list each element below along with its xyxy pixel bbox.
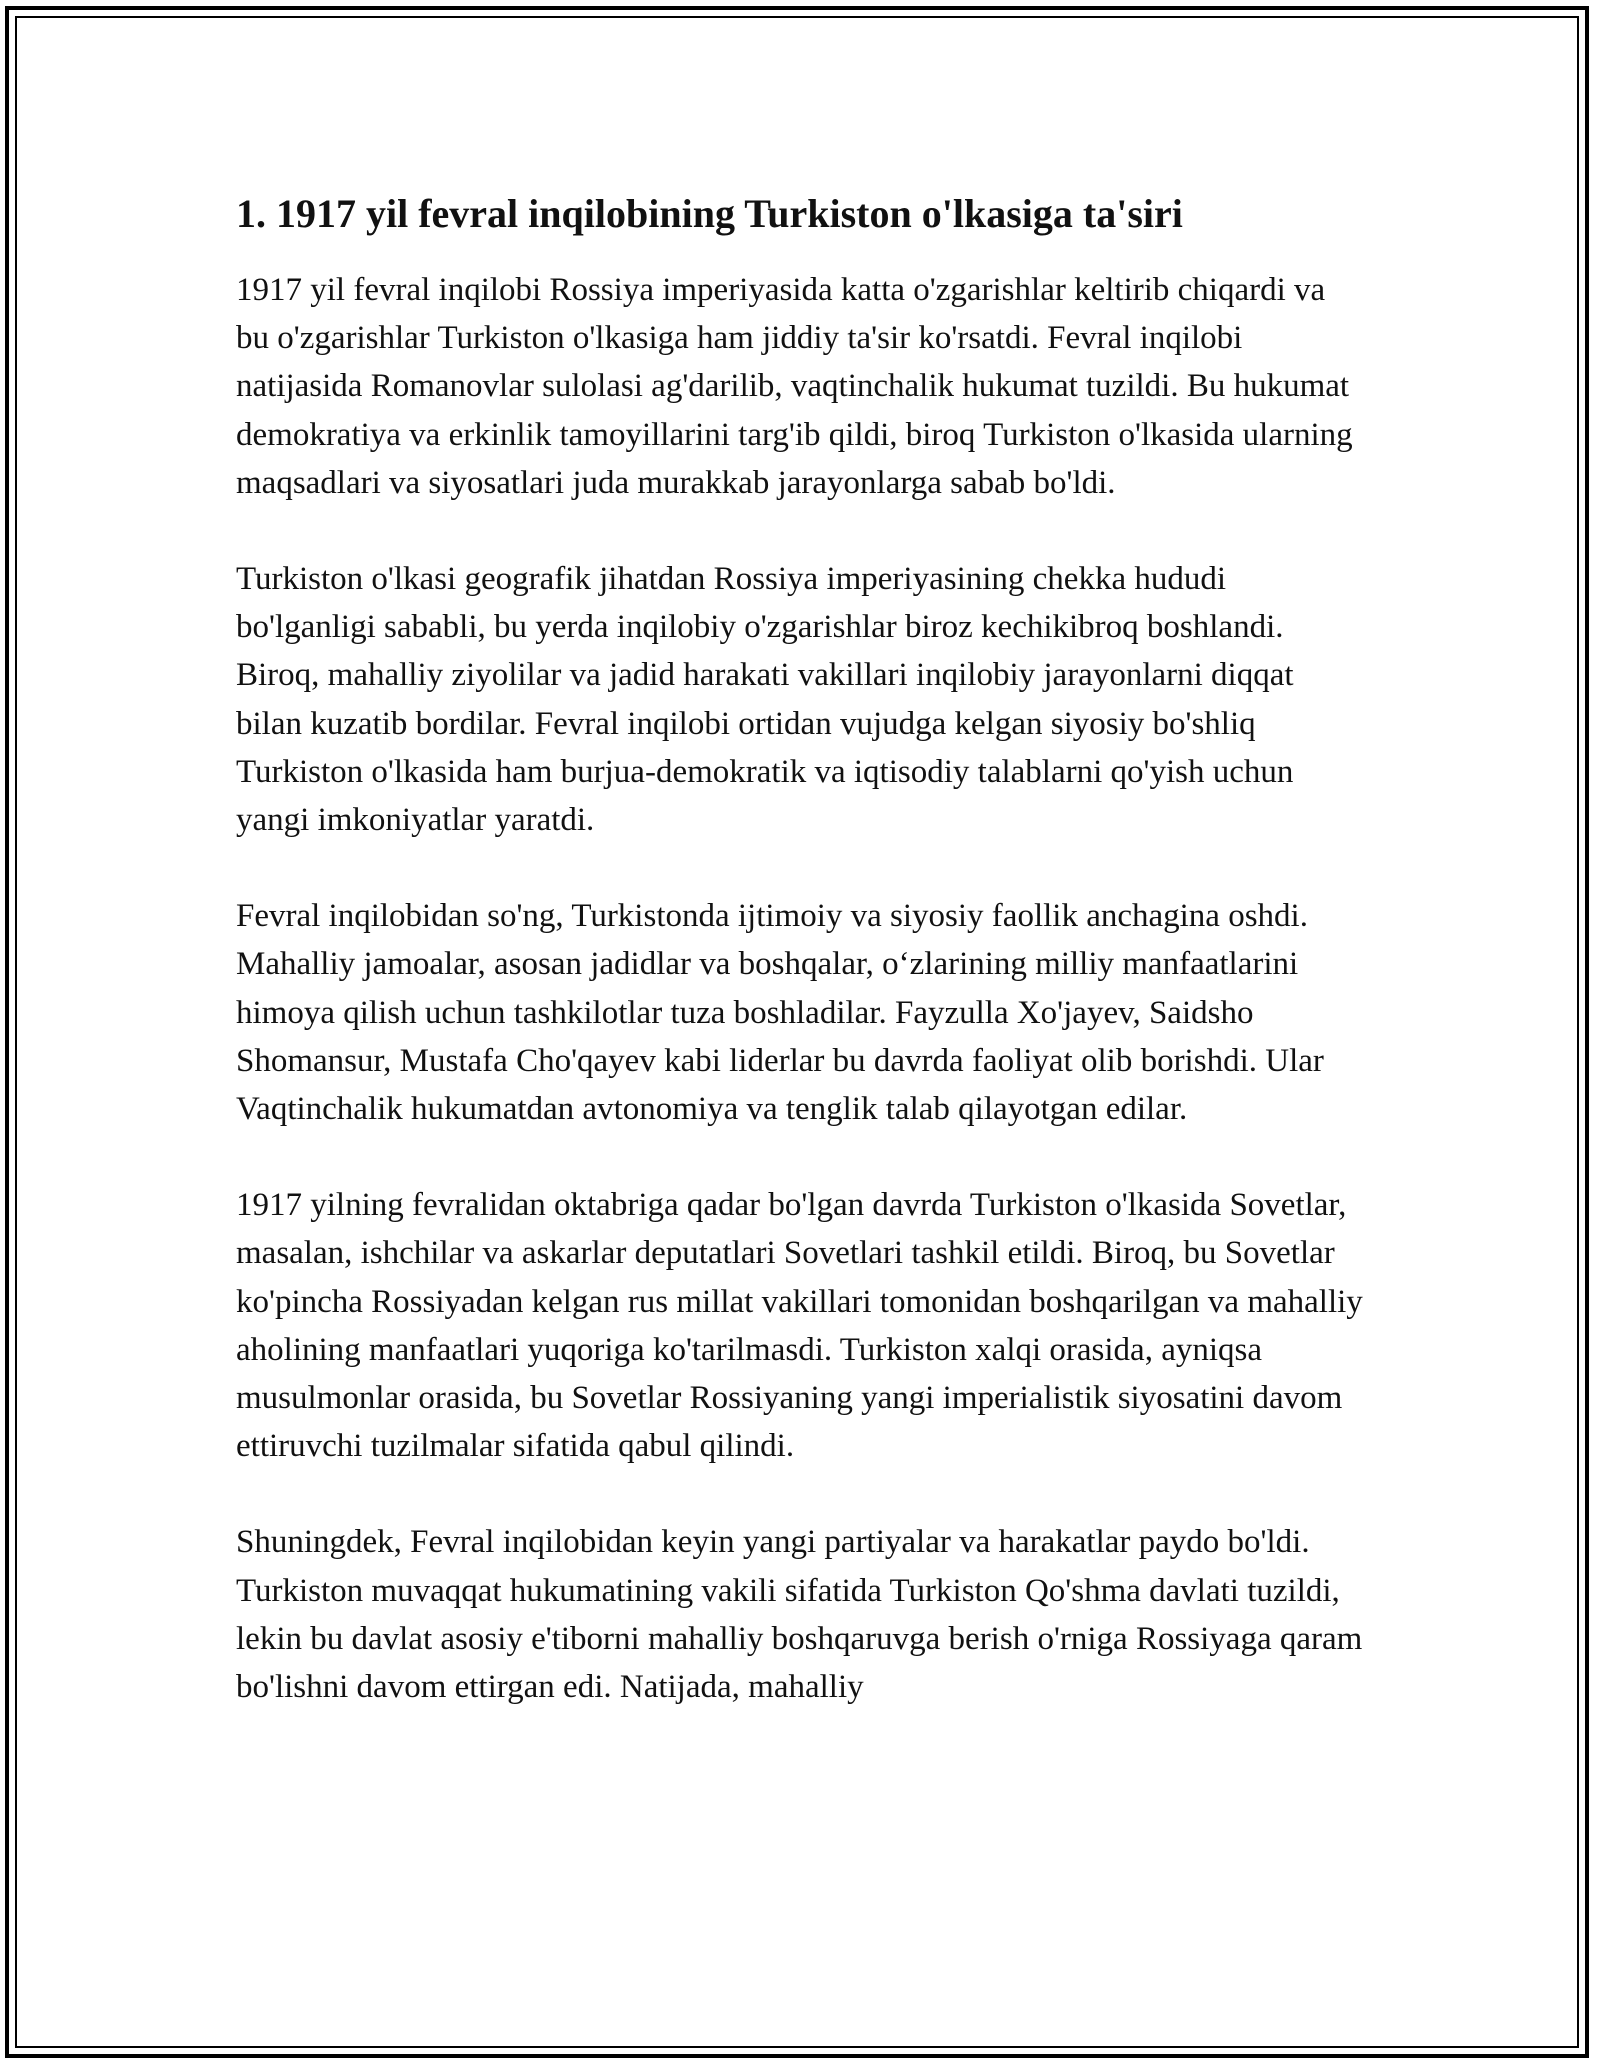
paragraph-3: Fevral inqilobidan so'ng, Turkistonda ijtimoiy va siyosiy faollik anchagina oshdi. Mahalliy jamoalar, asosan jadidlar va boshqalar, o‘zlarining milliy manfaatlarini himoya qilish uchun tashkilotlar tuza boshladilar. Fayzulla Xo'jayev, Saidsho Shomansur, Mustafa Cho'qayev kabi liderlar bu davrda faoliyat olib borishdi. Ular Vaqtinchalik hukumatdan avtonomiya va tenglik talab qilayotgan edilar. bbox=[236, 898, 1324, 1128]
paragraph-5: Shuningdek, Fevral inqilobidan keyin yangi partiyalar va harakatlar paydo bo'ldi. Turkiston muvaqqat hukumatining vakili sifatida Turkiston Qo'shma davlati tuzildi, lekin bu davlat asosiy e'tiborni mahalliy boshqaruvga berish o'rniga Rossiyaga qaram bo'lishni davom ettirgan edi. Natijada, mahalliy bbox=[236, 1524, 1363, 1706]
paragraph-1: 1917 yil fevral inqilobi Rossiya imperiyasida katta o'zgarishlar keltirib chiqardi va bu o'zgarishlar Turkiston o'lkasiga ham jiddiy ta'sir ko'rsatdi. Fevral inqilobi natijasida Romanovlar sulolasi ag'darilib, vaqtinchalik hukumat tuzildi. Bu hukumat demokratiya va erkinlik tamoyillarini targ'ib qildi, biroq Turkiston o'lkasida ularning maqsadlari va siyosatlari juda murakkab jarayonlarga sabab bo'ldi. bbox=[236, 272, 1353, 501]
paragraph-2: Turkiston o'lkasi geografik jihatdan Rossiya imperiyasining chekka hududi bo'lganligi sababli, bu yerda inqilobiy o'zgarishlar biroz kechikibroq boshlandi. Biroq, mahalliy ziyolilar va jadid harakati vakillari inqilobiy jarayonlarni diqqat bilan kuzatib bordilar. Fevral inqilobi ortidan vujudga kelgan siyosiy bo'shliq Turkiston o'lkasida ham burjua-demokratik va iqtisodiy talablarni qo'yish uchun yangi imkoniyatlar yaratdi. bbox=[236, 561, 1294, 839]
section-heading: 1. 1917 yil fevral inqilobining Turkiston o'lkasiga ta'siri bbox=[236, 191, 1183, 236]
document-body bbox=[236, 182, 1366, 1759]
paragraph-4: 1917 yilning fevralidan oktabriga qadar bo'lgan davrda Turkiston o'lkasida Sovetlar, masalan, ishchilar va askarlar deputatlari Sovetlari tashkil etildi. Biroq, bu Sovetlar ko'pincha Rossiyadan kelgan rus millat vakillari tomonidan boshqarilgan va mahalliy aholining manfaatlari yuqoriga ko'tarilmasdi. Turkiston xalqi orasida, ayniqsa musulmonlar orasida, bu Sovetlar Rossiyaning yangi imperialistik siyosatini davom ettiruvchi tuzilmalar sifatida qabul qilindi. bbox=[236, 1187, 1363, 1465]
